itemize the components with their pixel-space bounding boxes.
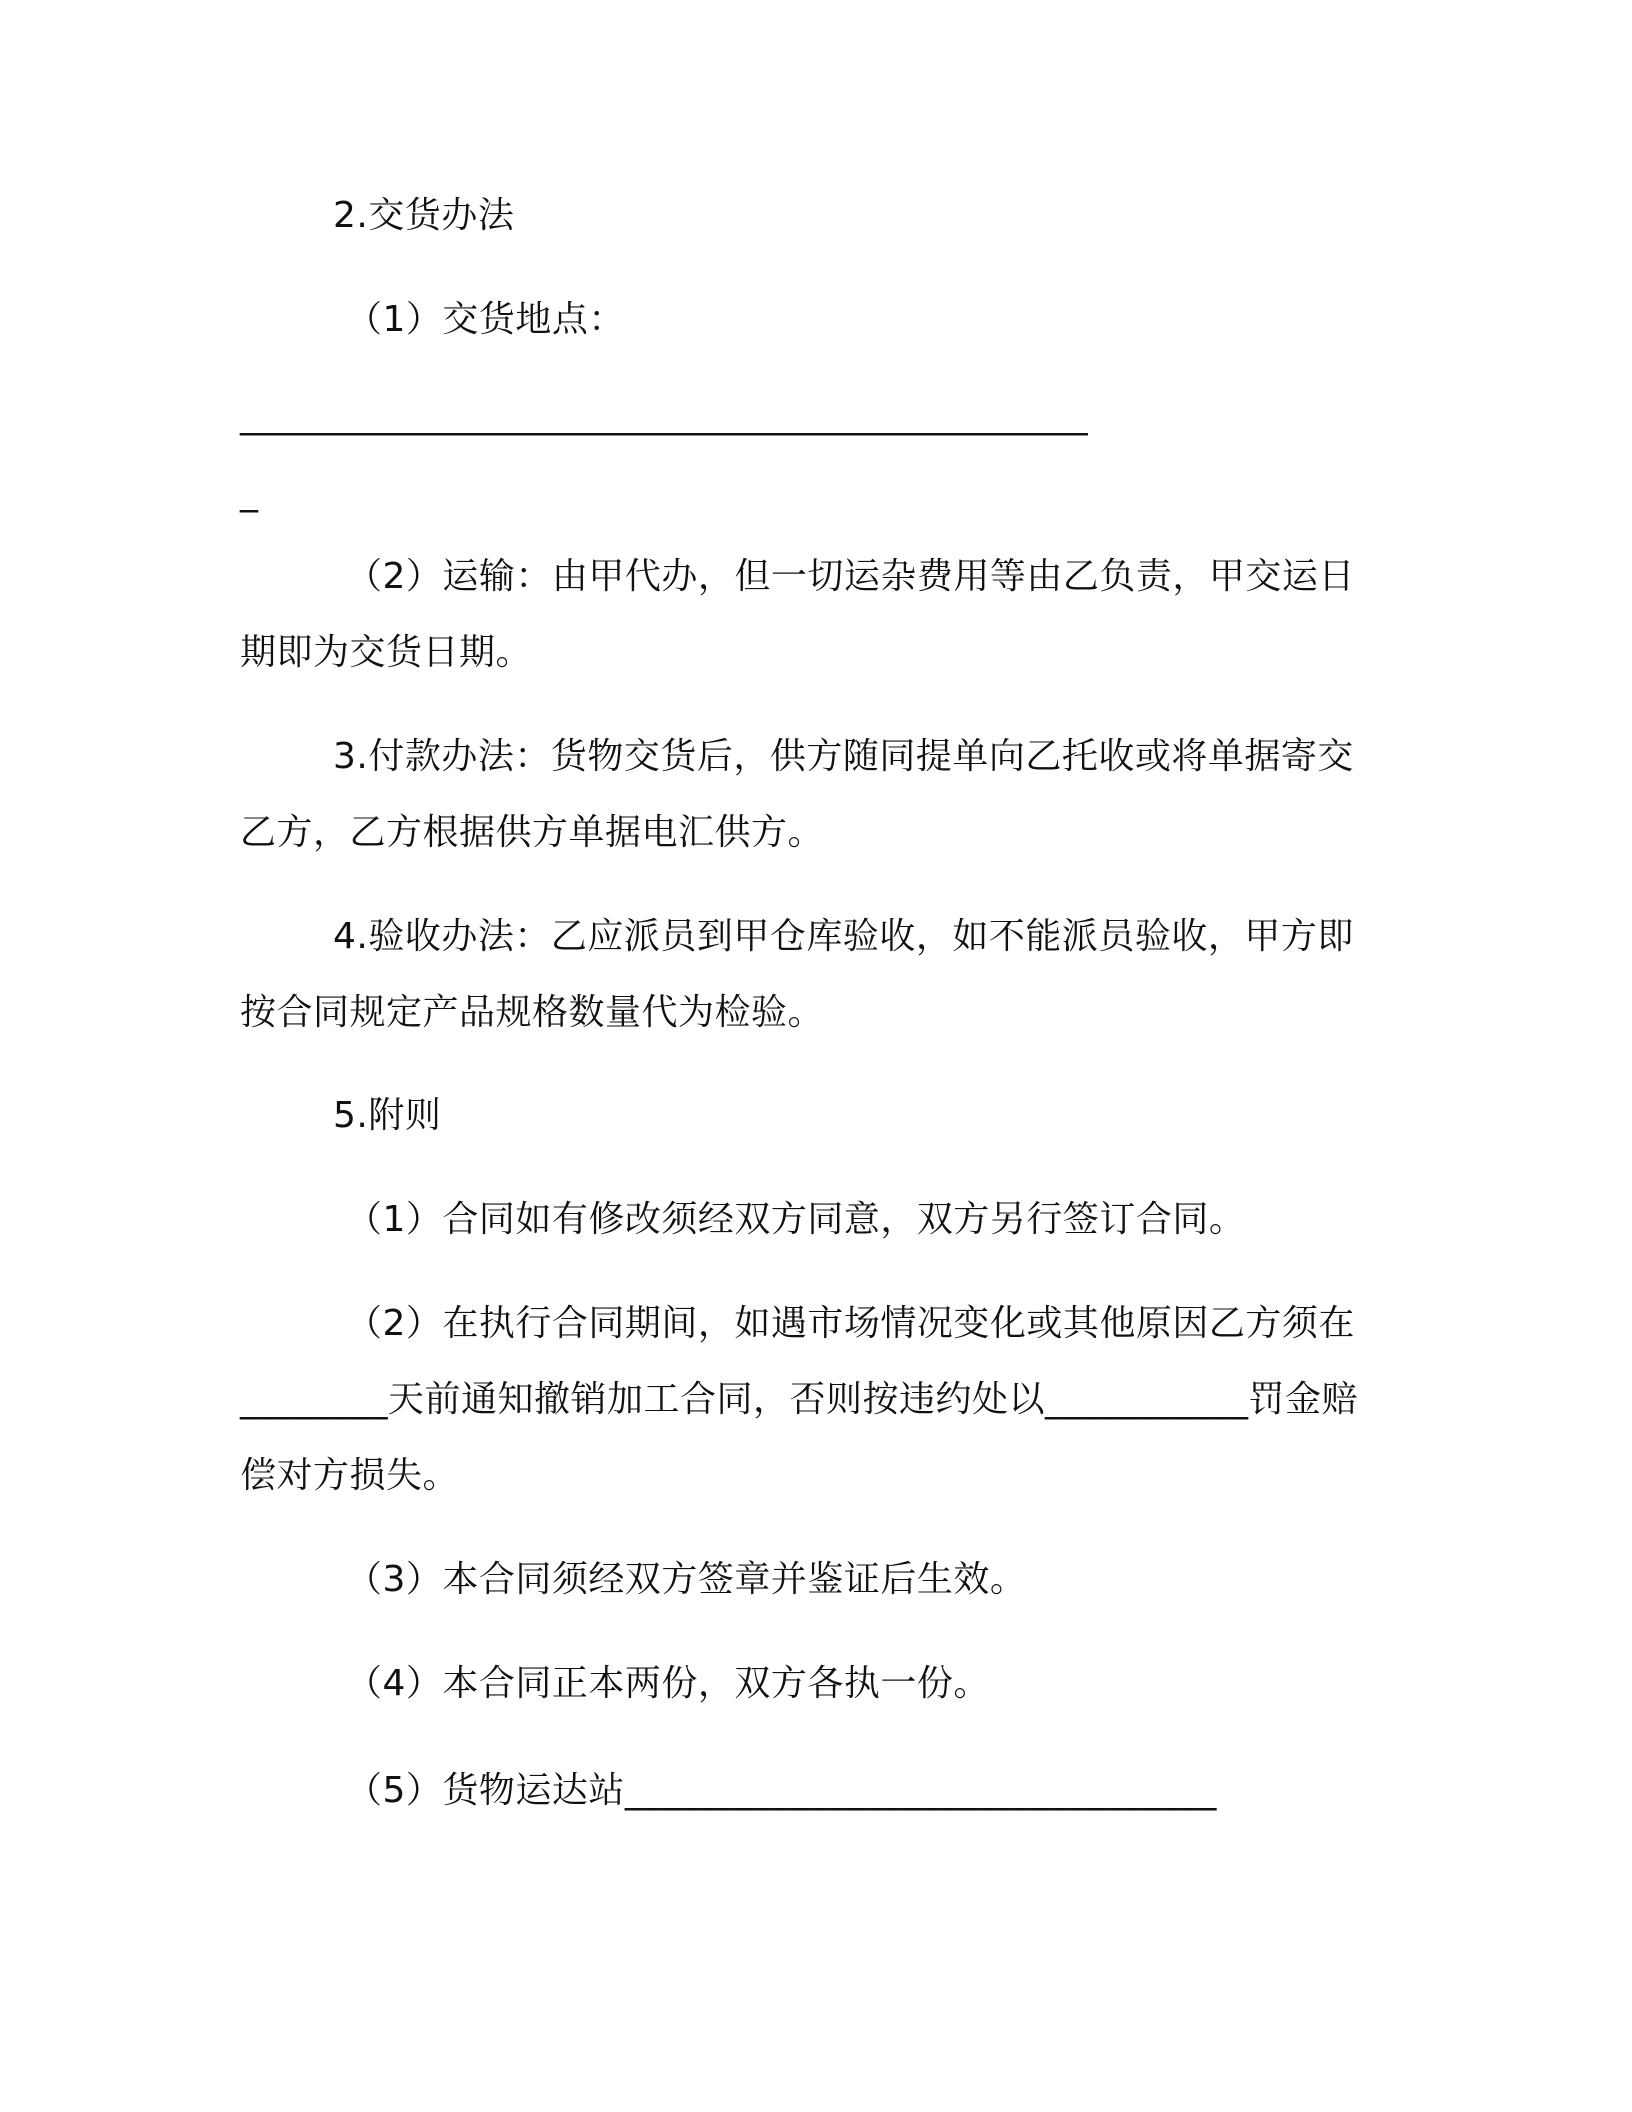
supplementary-item-4: （4）本合同正本两份，双方各执一份。 — [346, 1663, 990, 1704]
payment-clause: 3.付款办法：货物交货后，供方随同提单向乙托收或将单据寄交 — [333, 736, 1354, 777]
supplementary-item-1: （1）合同如有修改须经双方同意，双方另行签订合同。 — [346, 1199, 1246, 1240]
inspection-clause-cont: 按合同规定产品规格数量代为检验。 — [240, 992, 825, 1033]
delivery-location-blank: ______________________________________________________________ — [240, 395, 1084, 436]
supplementary-item-2: （2）在执行合同期间，如遇市场情况变化或其他原因乙方须在 — [346, 1303, 1355, 1344]
delivery-location-blank-tail: _ — [240, 472, 259, 513]
delivery-location-label: （1）交货地点： — [346, 299, 625, 340]
supplementary-item-3: （3）本合同须经双方签章并鉴证后生效。 — [346, 1559, 1027, 1600]
transport-clause-cont: 期即为交货日期。 — [240, 632, 533, 673]
supplementary-item-2-end: 偿对方损失。 — [240, 1455, 460, 1496]
inspection-clause: 4.验收办法：乙应派员到甲仓库验收，如不能派员验收，甲方即 — [333, 916, 1354, 957]
supplementary-item-2-cont: ________天前通知撤销加工合同，否则按违约处以___________罚金赔 — [240, 1379, 1359, 1420]
payment-clause-cont: 乙方，乙方根据供方单据电汇供方。 — [240, 812, 825, 853]
transport-clause: （2）运输：由甲代办，但一切运杂费用等由乙负责，甲交运日 — [346, 556, 1355, 597]
heading-supplementary: 5.附则 — [333, 1095, 442, 1136]
supplementary-item-5: （5）货物运达站________________________________ — [346, 1770, 1217, 1811]
heading-delivery-method: 2.交货办法 — [333, 195, 515, 236]
